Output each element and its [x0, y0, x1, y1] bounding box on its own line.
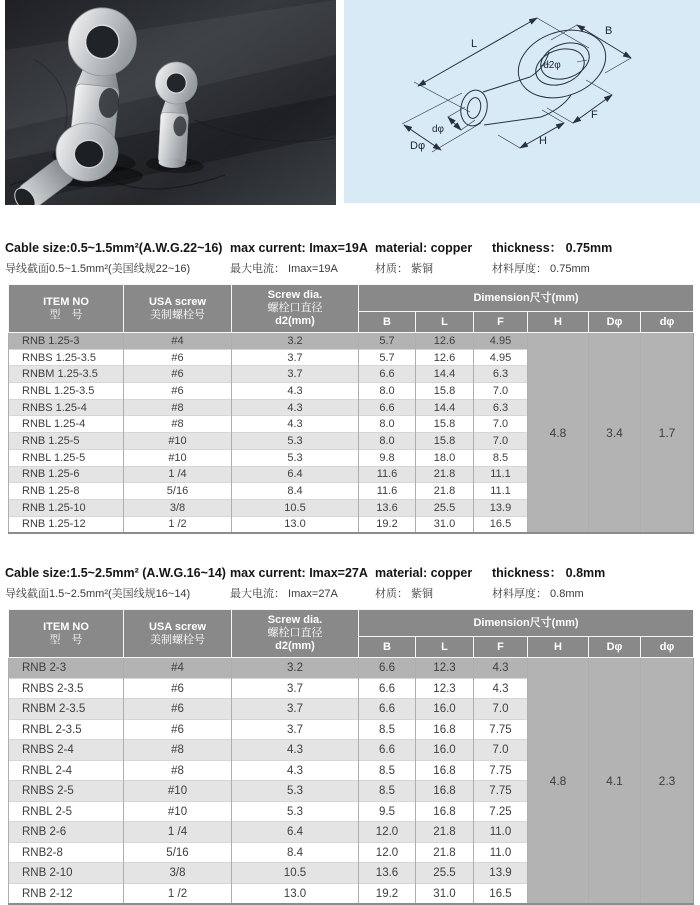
table-row: [9, 658, 694, 679]
cell-dim-B: 12.0: [359, 822, 416, 843]
thickness-en: thickness： 0.75mm: [492, 241, 613, 255]
col-header-B: B: [359, 637, 416, 658]
section-1: [0, 238, 700, 534]
cell-screw-dia: 5.3: [232, 801, 359, 822]
diagram-background: [344, 0, 700, 203]
cell-dim-F: 11.1: [474, 483, 528, 500]
spec-table-1: [8, 284, 694, 534]
cell-merged-H: 4.8: [528, 658, 589, 905]
cell-screw-dia: 3.2: [232, 658, 359, 679]
cell-usa-screw: #8: [124, 740, 232, 761]
cell-dim-B: 8.5: [359, 760, 416, 781]
cell-dim-L: 15.8: [416, 416, 474, 433]
cell-screw-dia: 4.3: [232, 760, 359, 781]
cell-merged-D: 3.4: [589, 333, 641, 534]
cell-dim-B: 8.5: [359, 719, 416, 740]
cell-dim-B: 6.6: [359, 740, 416, 761]
dim-label-B: B: [605, 25, 613, 37]
cell-usa-screw: #6: [124, 349, 232, 366]
cell-dim-L: 15.8: [416, 433, 474, 450]
cell-screw-dia: 10.5: [232, 499, 359, 516]
cell-dim-L: 31.0: [416, 883, 474, 904]
cell-item-no: RNBL 2-5: [9, 801, 124, 822]
cell-merged-H: 4.8: [528, 333, 589, 534]
cell-screw-dia: 3.7: [232, 349, 359, 366]
cell-dim-F: 11.1: [474, 466, 528, 483]
cell-item-no: RNBM 1.25-3.5: [9, 366, 124, 383]
cell-usa-screw: 5/16: [124, 483, 232, 500]
col-header-usa-screw: USA screw 美制螺栓号: [124, 610, 232, 658]
col-header-L: L: [416, 312, 474, 333]
dimension-diagram: [344, 0, 700, 203]
table-row: [9, 333, 694, 350]
thickness-en: thickness： 0.8mm: [492, 566, 606, 581]
cell-dim-B: 12.0: [359, 842, 416, 863]
cell-item-no: RNBL 1.25-5: [9, 449, 124, 466]
cell-screw-dia: 10.5: [232, 863, 359, 884]
product-photo: [5, 0, 336, 205]
material-en: material: copper: [375, 566, 473, 581]
cell-dim-B: 6.6: [359, 699, 416, 720]
cell-dim-F: 7.0: [474, 416, 528, 433]
col-header-dphi: dφ: [641, 637, 694, 658]
col-header-dimension: Dimension尺寸(mm): [359, 285, 694, 312]
cell-dim-F: 7.75: [474, 719, 528, 740]
cell-usa-screw: #6: [124, 383, 232, 400]
cell-item-no: RNB 1.25-6: [9, 466, 124, 483]
cell-screw-dia: 13.0: [232, 516, 359, 533]
col-header-Dphi: Dφ: [589, 637, 641, 658]
cell-dim-L: 14.4: [416, 366, 474, 383]
cell-dim-L: 12.6: [416, 349, 474, 366]
cell-item-no: RNBS 2-5: [9, 781, 124, 802]
cell-dim-F: 7.75: [474, 760, 528, 781]
cell-screw-dia: 4.3: [232, 416, 359, 433]
cell-dim-F: 4.3: [474, 658, 528, 679]
col-header-L: L: [416, 637, 474, 658]
cell-dim-F: 8.5: [474, 449, 528, 466]
cell-dim-L: 16.8: [416, 801, 474, 822]
cell-item-no: RNBL 2-3.5: [9, 719, 124, 740]
cell-usa-screw: #6: [124, 366, 232, 383]
cell-dim-F: 7.0: [474, 433, 528, 450]
cell-screw-dia: 6.4: [232, 466, 359, 483]
cell-usa-screw: 1 /4: [124, 822, 232, 843]
material-cn: 材质： 紫铜: [375, 588, 434, 601]
cell-usa-screw: #10: [124, 781, 232, 802]
cell-item-no: RNB 1.25-5: [9, 433, 124, 450]
cell-dim-F: 4.95: [474, 349, 528, 366]
col-header-B: B: [359, 312, 416, 333]
cell-usa-screw: #4: [124, 333, 232, 350]
cell-dim-L: 15.8: [416, 383, 474, 400]
dim-label-d2: d2φ: [543, 60, 561, 71]
cell-dim-L: 12.3: [416, 658, 474, 679]
cell-dim-B: 11.6: [359, 483, 416, 500]
cell-merged-d: 2.3: [641, 658, 694, 905]
cell-dim-L: 12.3: [416, 678, 474, 699]
cell-dim-F: 7.0: [474, 383, 528, 400]
cell-screw-dia: 3.7: [232, 719, 359, 740]
hero-row: [0, 0, 700, 207]
cell-screw-dia: 3.7: [232, 678, 359, 699]
max-current-en: max current: Imax=19A: [230, 241, 368, 255]
cell-dim-B: 19.2: [359, 516, 416, 533]
material-en: material: copper: [375, 241, 473, 255]
cell-dim-F: 7.0: [474, 740, 528, 761]
cell-item-no: RNB 2-3: [9, 658, 124, 679]
cell-screw-dia: 8.4: [232, 842, 359, 863]
cable-size-en: Cable size:1.5~2.5mm² (A.W.G.16~14): [5, 566, 226, 581]
cell-dim-F: 7.25: [474, 801, 528, 822]
cell-dim-B: 13.6: [359, 499, 416, 516]
cell-dim-L: 16.8: [416, 719, 474, 740]
cell-usa-screw: #10: [124, 801, 232, 822]
col-header-screw-dia: Screw dia. 螺栓口直径 d2(mm): [232, 610, 359, 658]
cell-item-no: RNB2-8: [9, 842, 124, 863]
cell-usa-screw: #8: [124, 760, 232, 781]
cell-item-no: RNBL 1.25-3.5: [9, 383, 124, 400]
cell-dim-F: 13.9: [474, 863, 528, 884]
cell-dim-F: 6.3: [474, 399, 528, 416]
section-2: [0, 563, 700, 905]
cell-dim-L: 12.6: [416, 333, 474, 350]
thickness-cn: 材料厚度： 0.8mm: [492, 588, 584, 601]
cell-merged-D: 4.1: [589, 658, 641, 905]
col-header-H: H: [528, 312, 589, 333]
dim-label-d: dφ: [432, 124, 445, 135]
cell-screw-dia: 3.7: [232, 699, 359, 720]
thickness-cn: 材料厚度： 0.75mm: [492, 263, 590, 275]
cell-dim-F: 6.3: [474, 366, 528, 383]
cell-screw-dia: 5.3: [232, 781, 359, 802]
cell-usa-screw: #10: [124, 449, 232, 466]
col-header-dimension: Dimension尺寸(mm): [359, 610, 694, 637]
cell-screw-dia: 4.3: [232, 383, 359, 400]
cell-dim-F: 11.0: [474, 842, 528, 863]
cell-dim-L: 16.8: [416, 781, 474, 802]
cell-dim-F: 4.95: [474, 333, 528, 350]
dim-label-H: H: [539, 135, 547, 147]
cell-item-no: RNB 1.25-8: [9, 483, 124, 500]
dim-label-D: Dφ: [410, 140, 426, 152]
cell-usa-screw: #6: [124, 719, 232, 740]
cell-dim-L: 21.8: [416, 483, 474, 500]
col-header-item-no: ITEM NO 型 号: [9, 285, 124, 333]
cell-item-no: RNBS 2-3.5: [9, 678, 124, 699]
cell-dim-L: 25.5: [416, 499, 474, 516]
cell-dim-B: 19.2: [359, 883, 416, 904]
cell-screw-dia: 13.0: [232, 883, 359, 904]
col-header-screw-dia: Screw dia. 螺栓口直径 d2(mm): [232, 285, 359, 333]
cell-dim-F: 7.75: [474, 781, 528, 802]
cell-dim-B: 6.6: [359, 399, 416, 416]
cable-size-cn: 导线截面1.5~2.5mm²(美国线规16~14): [5, 588, 191, 601]
cell-screw-dia: 3.2: [232, 333, 359, 350]
cell-item-no: RNB 2-6: [9, 822, 124, 843]
cell-dim-F: 7.0: [474, 699, 528, 720]
cell-dim-L: 16.0: [416, 740, 474, 761]
col-header-F: F: [474, 637, 528, 658]
cell-dim-F: 16.5: [474, 883, 528, 904]
cell-dim-F: 16.5: [474, 516, 528, 533]
cell-usa-screw: 1 /2: [124, 883, 232, 904]
cell-screw-dia: 5.3: [232, 433, 359, 450]
cell-item-no: RNB 1.25-3: [9, 333, 124, 350]
col-header-Dphi: Dφ: [589, 312, 641, 333]
cell-dim-F: 11.0: [474, 822, 528, 843]
cell-usa-screw: 5/16: [124, 842, 232, 863]
col-header-dphi: dφ: [641, 312, 694, 333]
cell-usa-screw: #4: [124, 658, 232, 679]
cell-item-no: RNB 2-10: [9, 863, 124, 884]
cell-dim-B: 8.5: [359, 781, 416, 802]
col-header-H: H: [528, 637, 589, 658]
cell-dim-B: 8.0: [359, 433, 416, 450]
cell-screw-dia: 6.4: [232, 822, 359, 843]
cell-usa-screw: 3/8: [124, 499, 232, 516]
cell-item-no: RNB 1.25-10: [9, 499, 124, 516]
material-cn: 材质： 紫铜: [375, 263, 434, 275]
cell-item-no: RNBS 1.25-3.5: [9, 349, 124, 366]
cell-dim-B: 6.6: [359, 678, 416, 699]
cell-item-no: RNB 2-12: [9, 883, 124, 904]
cell-screw-dia: 8.4: [232, 483, 359, 500]
cell-screw-dia: 3.7: [232, 366, 359, 383]
dim-label-L: L: [471, 38, 478, 50]
cell-dim-L: 14.4: [416, 399, 474, 416]
cell-dim-B: 9.5: [359, 801, 416, 822]
col-header-item-no: ITEM NO 型 号: [9, 610, 124, 658]
cell-dim-B: 5.7: [359, 349, 416, 366]
cable-size-en: Cable size:0.5~1.5mm²(A.W.G.22~16): [5, 241, 223, 255]
cell-dim-L: 21.8: [416, 842, 474, 863]
cable-size-cn: 导线截面0.5~1.5mm²(美国线规22~16): [5, 263, 191, 275]
max-current-cn: 最大电流： Imax=27A: [230, 588, 338, 601]
col-header-F: F: [474, 312, 528, 333]
cell-dim-L: 21.8: [416, 822, 474, 843]
cell-merged-d: 1.7: [641, 333, 694, 534]
cell-dim-L: 21.8: [416, 466, 474, 483]
dim-label-F: F: [591, 109, 598, 121]
cell-dim-L: 16.8: [416, 760, 474, 781]
section-2-info: [5, 563, 700, 601]
cell-item-no: RNB 1.25-12: [9, 516, 124, 533]
cell-dim-B: 8.0: [359, 416, 416, 433]
cell-item-no: RNBL 2-4: [9, 760, 124, 781]
cell-dim-B: 6.6: [359, 366, 416, 383]
cell-dim-F: 4.3: [474, 678, 528, 699]
cell-dim-B: 8.0: [359, 383, 416, 400]
cell-dim-B: 11.6: [359, 466, 416, 483]
cell-item-no: RNBS 2-4: [9, 740, 124, 761]
spec-table-2: [8, 609, 694, 905]
cell-usa-screw: #6: [124, 678, 232, 699]
cell-usa-screw: #6: [124, 699, 232, 720]
cell-usa-screw: #10: [124, 433, 232, 450]
cell-screw-dia: 4.3: [232, 399, 359, 416]
cell-dim-L: 31.0: [416, 516, 474, 533]
max-current-en: max current: Imax=27A: [230, 566, 368, 581]
cell-usa-screw: #8: [124, 416, 232, 433]
cell-dim-B: 5.7: [359, 333, 416, 350]
cell-item-no: RNBL 1.25-4: [9, 416, 124, 433]
cell-dim-L: 16.0: [416, 699, 474, 720]
cell-usa-screw: 3/8: [124, 863, 232, 884]
cell-usa-screw: 1 /4: [124, 466, 232, 483]
cell-dim-L: 18.0: [416, 449, 474, 466]
cell-dim-F: 13.9: [474, 499, 528, 516]
cell-item-no: RNBS 1.25-4: [9, 399, 124, 416]
cell-dim-B: 13.6: [359, 863, 416, 884]
cell-item-no: RNBM 2-3.5: [9, 699, 124, 720]
cell-usa-screw: 1 /2: [124, 516, 232, 533]
max-current-cn: 最大电流： Imax=19A: [230, 263, 338, 275]
col-header-usa-screw: USA screw 美制螺栓号: [124, 285, 232, 333]
cell-dim-B: 6.6: [359, 658, 416, 679]
cell-dim-L: 25.5: [416, 863, 474, 884]
cell-usa-screw: #8: [124, 399, 232, 416]
cell-dim-B: 9.8: [359, 449, 416, 466]
section-1-info: [5, 238, 700, 276]
cell-screw-dia: 4.3: [232, 740, 359, 761]
cell-screw-dia: 5.3: [232, 449, 359, 466]
